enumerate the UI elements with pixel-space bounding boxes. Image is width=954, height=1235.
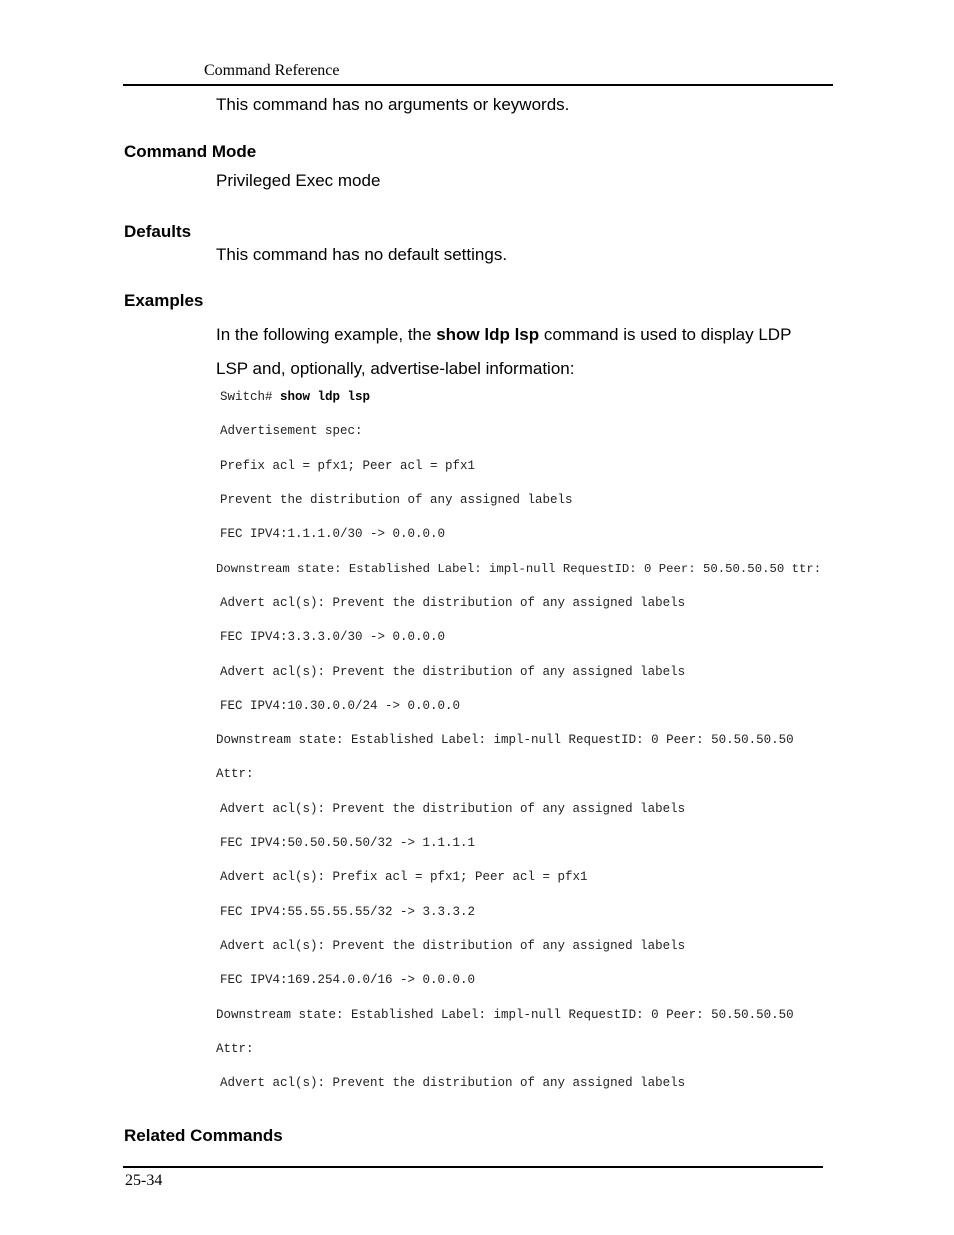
running-header: Command Reference [204,62,340,79]
code-line: FEC IPV4:50.50.50.50/32 -> 1.1.1.1 [220,836,476,850]
code-line: Advertisement spec: [220,424,363,438]
code-prompt: Switch# [220,390,281,404]
code-line: Downstream state: Established Label: impl-null RequestID: 0 Peer: 50.50.50.50 [216,733,794,747]
code-line: FEC IPV4:3.3.3.0/30 -> 0.0.0.0 [220,630,446,644]
code-line: Advert acl(s): Prevent the distribution of any assigned labels [220,665,686,679]
header-rule [123,84,833,86]
code-command: show ldp lsp [280,390,371,404]
intro-text-after: command is used to display LDP LSP and, optionally, advertise-label information: [216,325,792,378]
code-line: Downstream state: Established Label: impl-null RequestID: 0 Peer: 50.50.50.50 [216,1008,794,1022]
defaults-text: This command has no default settings. [216,245,508,264]
syntax-note: This command has no arguments or keywords. [216,95,570,114]
code-line: FEC IPV4:10.30.0.0/24 -> 0.0.0.0 [220,699,461,713]
code-prompt-line [220,390,370,404]
related-commands-heading: Related Commands [124,1126,283,1145]
code-line: FEC IPV4:169.254.0.0/16 -> 0.0.0.0 [220,973,476,987]
examples-heading: Examples [124,291,204,310]
command-mode-text: Privileged Exec mode [216,171,381,190]
code-line: Advert acl(s): Prevent the distribution of any assigned labels [220,802,686,816]
code-line: FEC IPV4:55.55.55.55/32 -> 3.3.3.2 [220,905,476,919]
intro-command: show ldp lsp [436,325,540,344]
examples-intro [216,318,826,386]
code-line: Prefix acl = pfx1; Peer acl = pfx1 [220,459,476,473]
code-line: Downstream state: Established Label: impl-null RequestID: 0 Peer: 50.50.50.50 ttr: [216,562,822,576]
code-line: Attr: [216,767,254,781]
code-line: Advert acl(s): Prevent the distribution of any assigned labels [220,939,686,953]
defaults-heading: Defaults [124,222,192,241]
footer-rule [123,1166,823,1168]
page-number: 25-34 [125,1172,163,1189]
code-line: Prevent the distribution of any assigned labels [220,493,573,507]
code-line: Advert acl(s): Prevent the distribution of any assigned labels [220,596,686,610]
code-line: Attr: [216,1042,254,1056]
code-line: FEC IPV4:1.1.1.0/30 -> 0.0.0.0 [220,527,446,541]
code-line: Advert acl(s): Prevent the distribution of any assigned labels [220,1076,686,1090]
intro-text-before: In the following example, the [216,325,437,344]
code-line: Advert acl(s): Prefix acl = pfx1; Peer acl = pfx1 [220,870,588,884]
command-mode-heading: Command Mode [124,142,257,161]
